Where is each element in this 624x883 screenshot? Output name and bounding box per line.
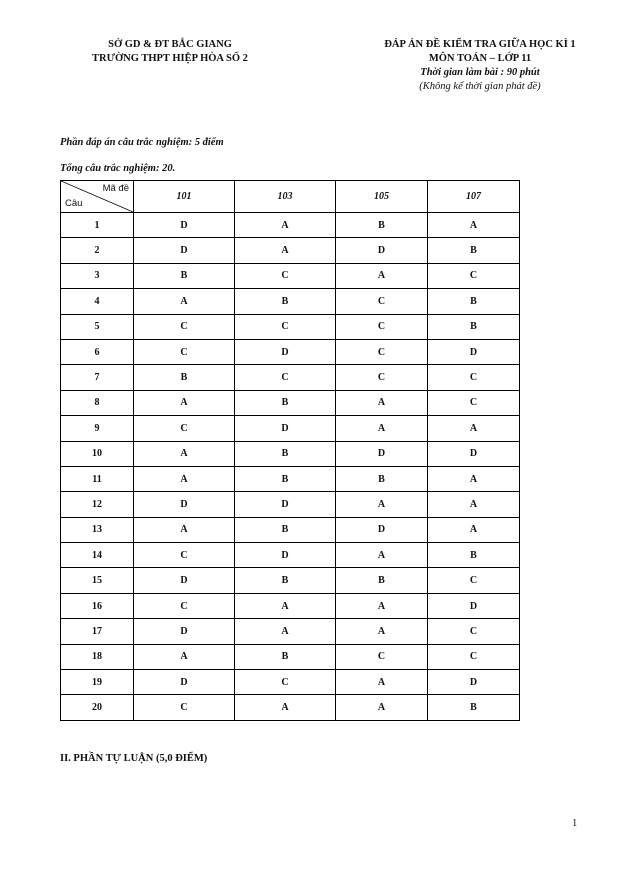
answer-cell: B [235,441,336,466]
table-row [61,466,520,491]
question-number-cell: 16 [61,593,134,618]
answer-cell: A [235,695,336,720]
answer-cell: C [428,619,520,644]
answer-cell: C [134,593,235,618]
answer-cell: D [235,339,336,364]
answer-cell: B [428,314,520,339]
table-row [61,593,520,618]
question-number-cell: 13 [61,517,134,542]
answer-cell: B [336,568,428,593]
question-number-cell: 17 [61,619,134,644]
subject-grade: MÔN TOÁN – LỚP 11 [428,53,532,64]
answer-cell: C [336,365,428,390]
question-number-cell: 8 [61,390,134,415]
question-number-cell: 7 [61,365,134,390]
table-row [61,543,520,568]
answer-cell: D [134,670,235,695]
answer-cell: A [134,441,235,466]
mc-section-label: Phần đáp án câu trắc nghiệm: 5 điểm [60,137,224,148]
answer-cell: D [336,441,428,466]
answer-cell: B [235,390,336,415]
answer-cell: C [134,339,235,364]
answer-cell: A [336,695,428,720]
answer-cell: A [428,517,520,542]
answer-cell: B [428,543,520,568]
answer-cell: C [428,263,520,288]
table-row [61,441,520,466]
answer-cell: B [134,365,235,390]
table-row [61,492,520,517]
table-row [61,213,520,238]
answer-cell: D [134,492,235,517]
table-row [61,263,520,288]
answer-cell: A [336,593,428,618]
corner-cell [61,181,134,213]
question-number-cell: 6 [61,339,134,364]
question-number-cell: 18 [61,644,134,669]
answer-cell: A [235,619,336,644]
exam-code-cell: 101 [134,181,235,213]
table-row [61,619,520,644]
question-header: Câu [65,198,83,209]
answer-cell: C [134,314,235,339]
question-number-cell: 3 [61,263,134,288]
answer-cell: C [428,365,520,390]
answer-cell: A [134,390,235,415]
answer-cell: B [235,517,336,542]
answer-cell: A [134,289,235,314]
answer-cell: B [235,466,336,491]
answer-cell: A [336,263,428,288]
answer-cell: A [336,670,428,695]
question-number-cell: 19 [61,670,134,695]
answer-cell: D [134,238,235,263]
exam-header [340,38,620,94]
answer-cell: D [336,517,428,542]
question-number-cell: 10 [61,441,134,466]
answer-cell: B [428,289,520,314]
answer-cell: C [336,644,428,669]
question-number-cell: 14 [61,543,134,568]
answer-cell: A [336,543,428,568]
answer-cell: C [134,416,235,441]
answer-cell: A [428,213,520,238]
answer-cell: A [134,466,235,491]
answer-cell: D [428,339,520,364]
answer-cell: D [235,492,336,517]
answer-cell: C [428,390,520,415]
answer-cell: A [336,416,428,441]
exam-code-header: Mã đề [102,183,129,194]
school-name: TRƯỜNG THPT HIỆP HÒA SỐ 2 [92,53,248,64]
answer-cell: C [235,263,336,288]
answer-cell: C [134,543,235,568]
answer-cell: C [336,314,428,339]
answer-cell: B [428,238,520,263]
school-header [60,38,280,66]
answer-cell: A [235,238,336,263]
answer-cell: D [428,441,520,466]
question-number-cell: 9 [61,416,134,441]
table-row [61,314,520,339]
table-row [61,289,520,314]
answer-cell: C [235,670,336,695]
exam-code-cell: 107 [428,181,520,213]
table-row [61,644,520,669]
table-row [61,238,520,263]
answer-cell: C [336,289,428,314]
table-row [61,416,520,441]
question-number-cell: 20 [61,695,134,720]
duration-note: (Không kể thời gian phát đề) [419,81,541,92]
answer-cell: A [134,517,235,542]
answer-cell: A [336,390,428,415]
answer-cell: B [428,695,520,720]
answer-cell: B [336,466,428,491]
answer-cell: A [428,416,520,441]
question-number-cell: 2 [61,238,134,263]
total-questions-label: Tổng câu trắc nghiệm: 20. [60,163,176,174]
question-number-cell: 1 [61,213,134,238]
question-number-cell: 12 [61,492,134,517]
answer-cell: B [235,568,336,593]
table-row [61,365,520,390]
answer-cell: A [428,466,520,491]
answer-cell: C [235,314,336,339]
question-number-cell: 11 [61,466,134,491]
page-number: 1 [572,818,578,829]
exam-duration: Thời gian làm bài : 90 phút [420,67,540,78]
answer-cell: C [428,644,520,669]
answer-cell: A [336,492,428,517]
answer-cell: B [134,263,235,288]
table-row [61,339,520,364]
exam-code-cell: 103 [235,181,336,213]
answer-cell: A [428,492,520,517]
question-number-cell: 15 [61,568,134,593]
essay-section-title: II. PHẦN TỰ LUẬN (5,0 ĐIỂM) [60,753,208,764]
answer-cell: C [134,695,235,720]
answer-cell: D [428,593,520,618]
question-number-cell: 5 [61,314,134,339]
answer-cell: A [235,593,336,618]
answer-key-table [60,180,520,721]
answer-cell: A [235,213,336,238]
question-number-cell: 4 [61,289,134,314]
answer-cell: D [134,568,235,593]
answer-cell: D [428,670,520,695]
answer-cell: C [428,568,520,593]
answer-cell: D [134,213,235,238]
answer-cell: D [336,238,428,263]
answer-cell: C [235,365,336,390]
answer-cell: D [235,416,336,441]
exam-title: ĐÁP ÁN ĐỀ KIỂM TRA GIỮA HỌC KÌ 1 [384,39,576,50]
table-row [61,670,520,695]
table-row [61,517,520,542]
department-name: SỞ GD & ĐT BẮC GIANG [108,39,232,50]
answer-cell: A [134,644,235,669]
answer-cell: D [134,619,235,644]
table-row [61,695,520,720]
answer-cell: C [336,339,428,364]
table-row [61,568,520,593]
table-row [61,390,520,415]
answer-rows [61,213,520,721]
table-header-row [61,181,520,213]
answer-cell: D [235,543,336,568]
answer-cell: B [235,644,336,669]
answer-cell: B [336,213,428,238]
answer-cell: A [336,619,428,644]
answer-cell: B [235,289,336,314]
exam-code-cell: 105 [336,181,428,213]
